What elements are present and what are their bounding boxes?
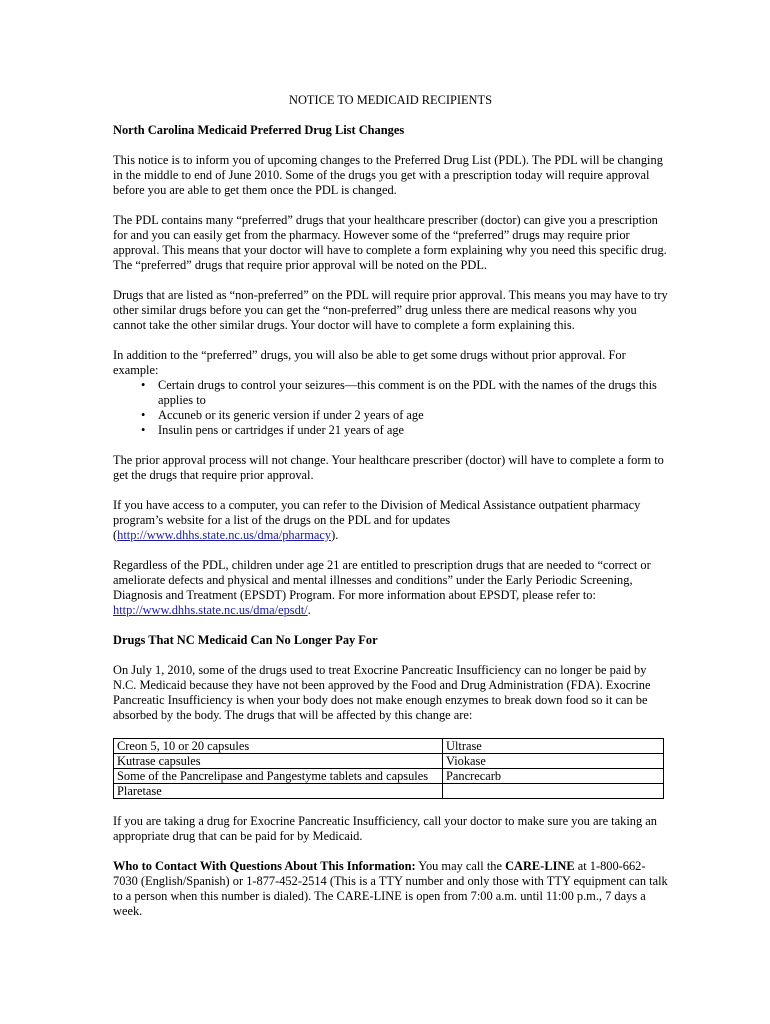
table-cell: Plaretase	[114, 784, 443, 799]
table-row	[114, 769, 664, 784]
website-paragraph: If you have access to a computer, you can refer to the Division of Medical Assistance outpatient pharmacy program’s website for a list of the drugs on the PDL and for updates (http://www.dhhs.state.nc.us/dma/pharmacy).	[113, 498, 641, 542]
non-preferred-paragraph: Drugs that are listed as “non-preferred” on the PDL will require prior approval. This means you may have to try other similar drugs before you can get the “non-preferred” drug unless there are medical reasons why you cannot take the other similar drugs. Your doctor will have to complete a form explaining this.	[113, 288, 668, 332]
contact-label: Who to Contact With Questions About This Information:	[113, 859, 416, 873]
exceptions-paragraph: In addition to the “preferred” drugs, you will also be able to get some drugs without prior approval. For example:	[113, 348, 626, 377]
pdl-preferred-paragraph: The PDL contains many “preferred” drugs that your healthcare prescriber (doctor) can give you a prescription for and you can easily get from the pharmacy. However some of the “preferred” drugs may require prior approval. This means that your doctor will have to complete a form explaining why you need this specific drug. The “preferred” drugs that require prior approval will be noted on the PDL.	[113, 213, 667, 272]
pharmacy-link[interactable]: http://www.dhhs.state.nc.us/dma/pharmacy	[117, 528, 332, 542]
list-item: • Certain drugs to control your seizures—this comment is on the PDL with the names of the drugs this applies to	[141, 378, 657, 407]
affected-drugs-table	[113, 738, 664, 799]
table-cell: Viokase	[443, 754, 664, 769]
contact-paragraph: Who to Contact With Questions About This Information: You may call the CARE-LINE at 1-800-662-7030 (English/Spanish) or 1-877-452-2514 (This is a TTY number and only those with TTY equipment can talk to a person when this number is dialed). The CARE-LINE is open from 7:00 a.m. until 11:00 p.m., 7 days a week.	[113, 859, 668, 918]
bullet-icon: •	[141, 408, 146, 422]
document-title: NOTICE TO MEDICAID RECIPIENTS	[289, 93, 492, 107]
table-cell: Pancrecarb	[443, 769, 664, 784]
exceptions-list	[113, 378, 668, 438]
table-cell: Creon 5, 10 or 20 capsules	[114, 739, 443, 754]
intro-paragraph: This notice is to inform you of upcoming changes to the Preferred Drug List (PDL). The PDL will be changing in the middle to end of June 2010. Some of the drugs you get with a prescription today will require approval before you are able to get them once the PDL is changed.	[113, 153, 663, 197]
call-doctor-paragraph: If you are taking a drug for Exocrine Pancreatic Insufficiency, call your doctor to make sure you are taking an appropriate drug that can be paid for by Medicaid.	[113, 814, 657, 843]
epsdt-paragraph: Regardless of the PDL, children under age 21 are entitled to prescription drugs that are needed to “correct or ameliorate defects and physical and mental illnesses and conditions” under the Early Periodic Screening, Diagnosis and Treatment (EPSDT) Program. For more information about EPSDT, please refer to: http://www.dhhs.state.nc.us/dma/epsdt/.	[113, 558, 651, 617]
no-longer-pay-heading: Drugs That NC Medicaid Can No Longer Pay For	[113, 633, 378, 647]
epsdt-link[interactable]: http://www.dhhs.state.nc.us/dma/epsdt/	[113, 603, 308, 617]
careline-name: CARE-LINE	[505, 859, 575, 873]
table-row	[114, 739, 664, 754]
table-cell: Some of the Pancrelipase and Pangestyme tablets and capsules	[114, 769, 443, 784]
bullet-icon: •	[141, 378, 146, 392]
list-item: • Accuneb or its generic version if under 2 years of age	[141, 408, 424, 422]
pancreatic-paragraph: On July 1, 2010, some of the drugs used to treat Exocrine Pancreatic Insufficiency can no longer be paid by N.C. Medicaid because they have not been approved by the Food and Drug Administration (FDA). Exocrine Pancreatic Insufficiency is when your body does not make enough enzymes to break down food so it can be absorbed by the body. The drugs that will be affected by this change are:	[113, 663, 651, 722]
table-cell	[443, 784, 664, 799]
table-row	[114, 754, 664, 769]
list-item: • Insulin pens or cartridges if under 21 years of age	[141, 423, 405, 437]
table-cell: Kutrase capsules	[114, 754, 443, 769]
bullet-icon: •	[141, 423, 146, 437]
prior-approval-paragraph: The prior approval process will not change. Your healthcare prescriber (doctor) will have to complete a form to get the drugs that require prior approval.	[113, 453, 664, 482]
table-row	[114, 784, 664, 799]
table-cell: Ultrase	[443, 739, 664, 754]
document-body	[113, 93, 668, 934]
pdl-changes-heading: North Carolina Medicaid Preferred Drug List Changes	[113, 123, 405, 137]
